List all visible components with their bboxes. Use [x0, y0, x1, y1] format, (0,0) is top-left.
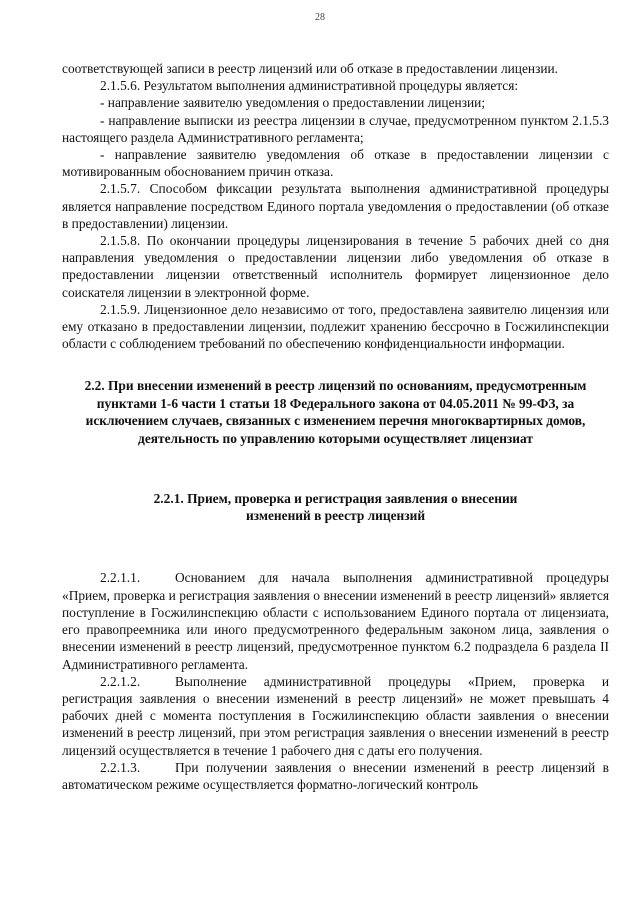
numbered-paragraph-2-2-1-3 [62, 759, 609, 793]
list-item-refusal: - направление заявителю уведомления об отказе в предоставлении лицензии с мотивированным обоснованием причин отказа. [62, 147, 609, 180]
paragraph-continuation: соответствующей записи в реестр лицензий или об отказе в предоставлении лицензии. [62, 61, 559, 76]
paragraph-2-1-5-8: 2.1.5.8. По окончании процедуры лицензирования в течение 5 рабочих дней со дня направления уведомления о предоставлении лицензии либо уведомления об отказе в предоставлении лицензии ответственный исполнитель формирует лицензионное дело соискателя лицензии в электронной форме. [62, 233, 609, 300]
list-item-notice: - направление заявителю уведомления о предоставлении лицензии; [100, 95, 486, 111]
paragraph-2-1-5-6: 2.1.5.6. Результатом выполнения административной процедуры является: [100, 78, 519, 94]
subsection-heading-line1: 2.2.1. Прием, проверка и регистрация заявления о внесении [153, 491, 518, 507]
paragraph-text: Основанием для начала выполнения административной процедуры «Прием, проверка и регистрация заявления о внесении изменений в реестр лицензий» является поступление в Госжилинспекцию области с использованием Единого портала от лицензиата, его правопреемника или иного предусмотренного федеральным законом лица, заявления о внесении изменений в реестр лицензий, предусмотренное пунктом 6.2 подраздела 6 раздела II Административного регламента. [62, 570, 609, 672]
subsection-heading [62, 490, 609, 524]
paragraph-2-1-5-9: 2.1.5.9. Лицензионное дело независимо от того, предоставлена заявителю лицензия или ему отказано в предоставлении лицензии, подлежит хранению бессрочно в Госжилинспекции области с соблюдением требований по обеспечению конфиденциальности информации. [62, 301, 609, 352]
paragraph-2-1-5-7: 2.1.5.7. Способом фиксации результата выполнения административной процедуры является направление посредством Единого портала уведомления о предоставлении (об отказе в предоставлении) лицензии. [62, 181, 609, 231]
subsection-heading-line2: изменений в реестр лицензий [245, 508, 426, 524]
paragraph-text: При получении заявления о внесении изменений в реестр лицензий в автоматическом режиме осуществляется форматно-логический контроль [62, 759, 609, 792]
paragraph-number: 2.2.1.1. [100, 570, 141, 586]
paragraph-text: Выполнение административной процедуры «Прием, проверка и регистрация заявления о внесении изменений в реестр лицензий» не может превышать 4 рабочих дней с момента поступления в Госжилинспекцию области заявления о внесении изменений в реестр лицензий, при этом регистрация заявления о внесении изменений в реестр лицензий осуществляется в течение 1 рабочего дня с даты его получения. [62, 673, 609, 758]
page-number: 28 [315, 12, 325, 23]
paragraph-number: 2.2.1.2. [100, 673, 141, 689]
numbered-paragraph-2-2-1-1 [62, 569, 609, 672]
document-body [62, 60, 609, 793]
paragraph-number: 2.2.1.3. [100, 759, 141, 775]
list-item-extract: - направление выписки из реестра лицензии в случае, предусмотренном пунктом 2.1.5.3 настоящего раздела Административного регламента; [62, 112, 609, 145]
numbered-paragraph-2-2-1-2 [62, 673, 609, 759]
section-heading: 2.2. При внесении изменений в реестр лицензий по основаниям, предусмотренным пунктами 1-6 части 1 статьи 18 Федерального закона от 04.05.2011 № 99-ФЗ, за исключением случаев, связанных с изменением перечня многоквартирных домов, деятельность по управлению которыми осуществляет лицензиат [84, 378, 587, 446]
